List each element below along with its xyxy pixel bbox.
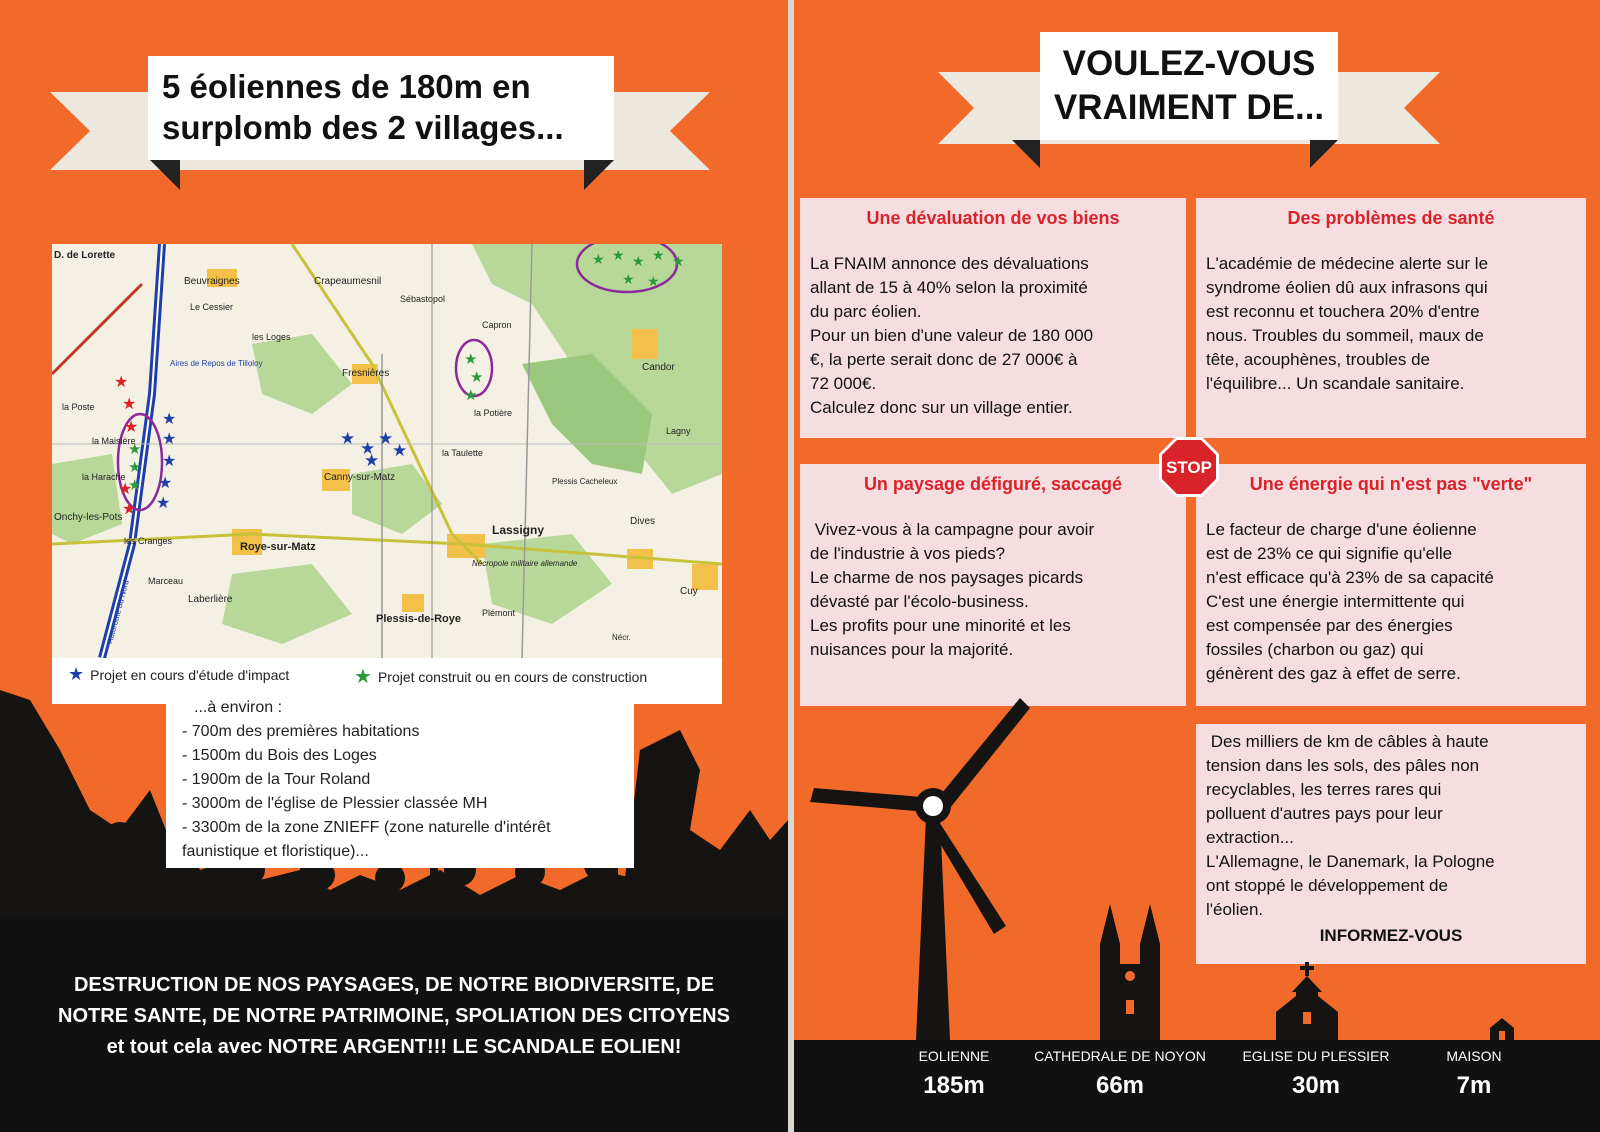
svg-text:★: ★ bbox=[118, 481, 133, 498]
map-label: Marceau bbox=[148, 576, 184, 586]
box-line: €, la perte serait donc de 27 000€ à bbox=[810, 350, 1078, 369]
blue-star-icon: ★ bbox=[68, 664, 85, 684]
energy-box bbox=[1196, 464, 1586, 706]
box-line: Les profits pour une minorité et les bbox=[810, 616, 1071, 635]
ribbon-fold-left bbox=[1012, 140, 1040, 168]
ribbon-notch-right bbox=[1404, 72, 1440, 144]
map-label: Nécr. bbox=[612, 633, 631, 642]
devaluation-box bbox=[800, 198, 1186, 438]
cables-footer: INFORMEZ-VOUS bbox=[1319, 926, 1463, 945]
box-line: fossiles (charbon ou gaz) qui bbox=[1206, 640, 1424, 659]
svg-text:★: ★ bbox=[672, 253, 685, 269]
box-line: n'est efficace qu'à 23% de sa capacité bbox=[1206, 568, 1494, 587]
height-label: MAISON bbox=[1446, 1048, 1502, 1064]
map-label: Lagny bbox=[666, 426, 691, 436]
height-value: 7m bbox=[1456, 1072, 1492, 1099]
slogan bbox=[0, 970, 788, 1063]
devaluation-heading: Une dévaluation de vos biens bbox=[866, 208, 1120, 228]
svg-text:★: ★ bbox=[612, 247, 625, 263]
svg-text:★: ★ bbox=[128, 477, 142, 494]
box-line: nuisances pour la majorité. bbox=[810, 640, 1014, 659]
box-line: recyclables, les terres rares qui bbox=[1206, 780, 1442, 799]
slogan-line1: DESTRUCTION DE NOS PAYSAGES, DE NOTRE BIODIVERSITE, DE bbox=[73, 974, 715, 996]
cables-box bbox=[1196, 724, 1586, 964]
box-line: est de 23% ce qui signifie qu'elle bbox=[1206, 544, 1453, 563]
svg-text:★: ★ bbox=[378, 429, 394, 448]
svg-text:★: ★ bbox=[122, 396, 137, 413]
box-line: du parc éolien. bbox=[810, 302, 922, 321]
box-line: Calculez donc sur un village entier. bbox=[810, 398, 1073, 417]
box-line: Le facteur de charge d'une éolienne bbox=[1206, 520, 1477, 539]
box-line: L'Allemagne, le Danemark, la Pologne bbox=[1206, 852, 1495, 871]
map-label: la Potière bbox=[474, 408, 513, 418]
town-area bbox=[402, 594, 424, 612]
ribbon-fold-right bbox=[1310, 140, 1338, 168]
svg-text:★: ★ bbox=[592, 251, 605, 267]
map-label: Canny-sur-Matz bbox=[324, 472, 396, 483]
height-eolienne bbox=[884, 1048, 1024, 1100]
box-line: extraction... bbox=[1206, 828, 1294, 847]
svg-text:★: ★ bbox=[340, 429, 356, 448]
height-label: EOLIENNE bbox=[918, 1048, 990, 1064]
svg-text:★: ★ bbox=[647, 273, 660, 289]
distance-item: - 1500m du Bois des Loges bbox=[182, 747, 377, 764]
map-label: Nécropole militaire allemande bbox=[472, 559, 578, 568]
box-line: C'est une énergie intermittente qui bbox=[1206, 592, 1465, 611]
left-title bbox=[148, 56, 614, 160]
slogan-line2: NOTRE SANTE, DE NOTRE PATRIMOINE, SPOLIATION DES CITOYENS bbox=[58, 1005, 730, 1027]
svg-text:★: ★ bbox=[470, 369, 484, 386]
svg-text:★: ★ bbox=[652, 247, 665, 263]
map-label: Plémont bbox=[482, 608, 516, 618]
box-line: l'éolien. bbox=[1206, 900, 1264, 919]
energy-heading: Une énergie qui n'est pas "verte" bbox=[1249, 474, 1533, 494]
svg-text:★: ★ bbox=[464, 351, 478, 368]
map-image bbox=[52, 244, 722, 658]
svg-text:★: ★ bbox=[128, 441, 142, 458]
stop-label: STOP bbox=[1166, 458, 1212, 477]
ribbon-fold-right bbox=[584, 160, 614, 190]
ribbon-notch-right bbox=[670, 92, 710, 170]
map-label: Capron bbox=[482, 320, 512, 330]
height-label: EGLISE DU PLESSIER bbox=[1242, 1048, 1390, 1064]
map-label: Lassigny bbox=[492, 523, 545, 537]
cathedral-icon bbox=[1090, 904, 1170, 1040]
map-label: Crapeaumesnil bbox=[314, 276, 382, 287]
svg-text:★: ★ bbox=[128, 459, 142, 476]
box-line: Pour un bien d'une valeur de 180 000 bbox=[810, 326, 1094, 345]
box-line: La FNAIM annonce des dévaluations bbox=[810, 254, 1089, 273]
slogan-line3: et tout cela avec NOTRE ARGENT!!! LE SCANDALE EOLIEN! bbox=[106, 1036, 682, 1058]
legend-green-label: Projet construit ou en cours de construction bbox=[377, 668, 648, 685]
map-label: Fresnières bbox=[342, 368, 390, 379]
distance-item: faunistique et floristique)... bbox=[182, 843, 369, 860]
ribbon-fold-left bbox=[150, 160, 180, 190]
left-title-line2: surplomb des 2 villages... bbox=[162, 109, 564, 147]
height-comparison-bar bbox=[794, 1040, 1600, 1132]
box-line: L'académie de médecine alerte sur le bbox=[1206, 254, 1489, 273]
legend-item-green bbox=[354, 664, 647, 689]
ribbon-notch-left bbox=[50, 92, 90, 170]
map-label: la Maisière bbox=[92, 436, 136, 446]
church-icon bbox=[1272, 962, 1342, 1040]
left-title-line1: 5 éoliennes de 180m en bbox=[162, 68, 531, 105]
svg-text:★: ★ bbox=[364, 451, 380, 470]
health-heading: Des problèmes de santé bbox=[1287, 208, 1495, 228]
height-value: 66m bbox=[1095, 1072, 1145, 1099]
map-label: Onchy-les-Pots bbox=[54, 512, 123, 523]
svg-text:★: ★ bbox=[162, 411, 177, 428]
box-line: Le charme de nos paysages picards bbox=[810, 568, 1084, 587]
box-line: Vivez-vous à la campagne pour avoir bbox=[810, 520, 1095, 539]
map-label: la Taulette bbox=[442, 448, 483, 458]
svg-text:★: ★ bbox=[158, 475, 173, 492]
box-line: est compensée par des énergies bbox=[1206, 616, 1453, 635]
map-label: les Loges bbox=[252, 332, 291, 342]
box-line: tête, acouphènes, troubles de bbox=[1206, 350, 1430, 369]
map-label: Roye-sur-Matz bbox=[240, 541, 316, 553]
map-label: Laberlière bbox=[188, 594, 233, 605]
box-line: ont stoppé le développement de bbox=[1206, 876, 1448, 895]
map-label: Beuvraignes bbox=[184, 276, 240, 287]
map-label: Autoroute du Nord bbox=[105, 579, 131, 645]
svg-text:★: ★ bbox=[122, 501, 137, 518]
box-line: génèrent des gaz à effet de serre. bbox=[1206, 664, 1461, 683]
legend-blue-label: Projet en cours d'étude d'impact bbox=[90, 666, 290, 683]
box-line: 72 000€. bbox=[810, 374, 877, 393]
green-star-icon: ★ bbox=[354, 666, 372, 688]
distances-box bbox=[166, 692, 634, 868]
health-box bbox=[1196, 198, 1586, 438]
map-label: Plessis-de-Roye bbox=[376, 613, 461, 625]
right-title-line2: VRAIMENT DE... bbox=[1053, 87, 1325, 127]
right-title bbox=[1040, 32, 1338, 140]
landscape-heading: Un paysage défiguré, saccagé bbox=[863, 474, 1123, 494]
distance-item: - 700m des premières habitations bbox=[182, 723, 420, 740]
landscape-box bbox=[800, 464, 1186, 706]
distance-item: - 3000m de l'église de Plessier classée MH bbox=[182, 795, 488, 812]
map-svg bbox=[52, 244, 722, 658]
map-label: Candor bbox=[642, 362, 675, 373]
distance-item: - 1900m de la Tour Roland bbox=[182, 771, 371, 788]
wind-turbine-icon bbox=[810, 690, 1030, 1050]
height-eglise bbox=[1226, 1048, 1406, 1100]
svg-text:★: ★ bbox=[632, 253, 645, 269]
box-line: syndrome éolien dû aux infrasons qui bbox=[1206, 278, 1488, 297]
box-line: polluent d'autres pays pour leur bbox=[1206, 804, 1443, 823]
map-label: Cuy bbox=[680, 586, 698, 597]
map-label: Sébastopol bbox=[400, 294, 446, 304]
svg-text:★: ★ bbox=[156, 495, 171, 512]
box-line: nous. Troubles du sommeil, maux de bbox=[1206, 326, 1484, 345]
box-line: allant de 15 à 40% selon la proximité bbox=[810, 278, 1088, 297]
svg-text:★: ★ bbox=[360, 439, 376, 458]
height-value: 30m bbox=[1291, 1072, 1341, 1099]
house-icon bbox=[1488, 1018, 1516, 1040]
svg-text:★: ★ bbox=[114, 374, 129, 391]
town-area bbox=[632, 329, 658, 359]
height-label: CATHEDRALE DE NOYON bbox=[1034, 1048, 1206, 1064]
svg-text:★: ★ bbox=[124, 419, 139, 436]
height-cathedrale bbox=[1020, 1048, 1220, 1100]
box-line: dévasté par l'écolo-business. bbox=[810, 592, 1029, 611]
map-label: Dives bbox=[630, 516, 656, 527]
box-line: tension dans les sols, des pâles non bbox=[1206, 756, 1480, 775]
left-panel bbox=[0, 0, 788, 1132]
svg-text:★: ★ bbox=[392, 441, 408, 460]
box-line: de l'industrie à vos pieds? bbox=[810, 544, 1006, 563]
right-title-line1: VOULEZ-VOUS bbox=[1062, 44, 1316, 83]
height-value: 185m bbox=[923, 1072, 985, 1099]
map-label: Aires de Repos de Tilloloy bbox=[170, 359, 263, 368]
svg-text:★: ★ bbox=[162, 453, 177, 470]
svg-text:★: ★ bbox=[622, 271, 635, 287]
box-line: l'équilibre... Un scandale sanitaire. bbox=[1206, 374, 1465, 393]
map-label: Plessis Cacheleux bbox=[552, 477, 618, 486]
distance-item: - 3300m de la zone ZNIEFF (zone naturelle d'intérêt bbox=[182, 819, 551, 836]
map-label: la Poste bbox=[62, 402, 95, 412]
svg-text:★: ★ bbox=[162, 431, 177, 448]
legend-item-blue bbox=[68, 664, 289, 685]
svg-text:★: ★ bbox=[464, 387, 478, 404]
height-maison bbox=[1424, 1048, 1524, 1100]
box-line: Des milliers de km de câbles à haute bbox=[1206, 732, 1489, 751]
distances-intro: ...à environ : bbox=[194, 699, 283, 716]
ribbon-notch-left bbox=[938, 72, 974, 144]
map-label: Le Cessier bbox=[190, 302, 234, 312]
map-label: les Cranges bbox=[124, 536, 173, 546]
map-label: la Harache bbox=[82, 472, 126, 482]
stop-sign-icon bbox=[1158, 436, 1220, 498]
map-label: D. de Lorette bbox=[54, 250, 116, 261]
box-line: est reconnu et touchera 20% d'entre bbox=[1206, 302, 1480, 321]
